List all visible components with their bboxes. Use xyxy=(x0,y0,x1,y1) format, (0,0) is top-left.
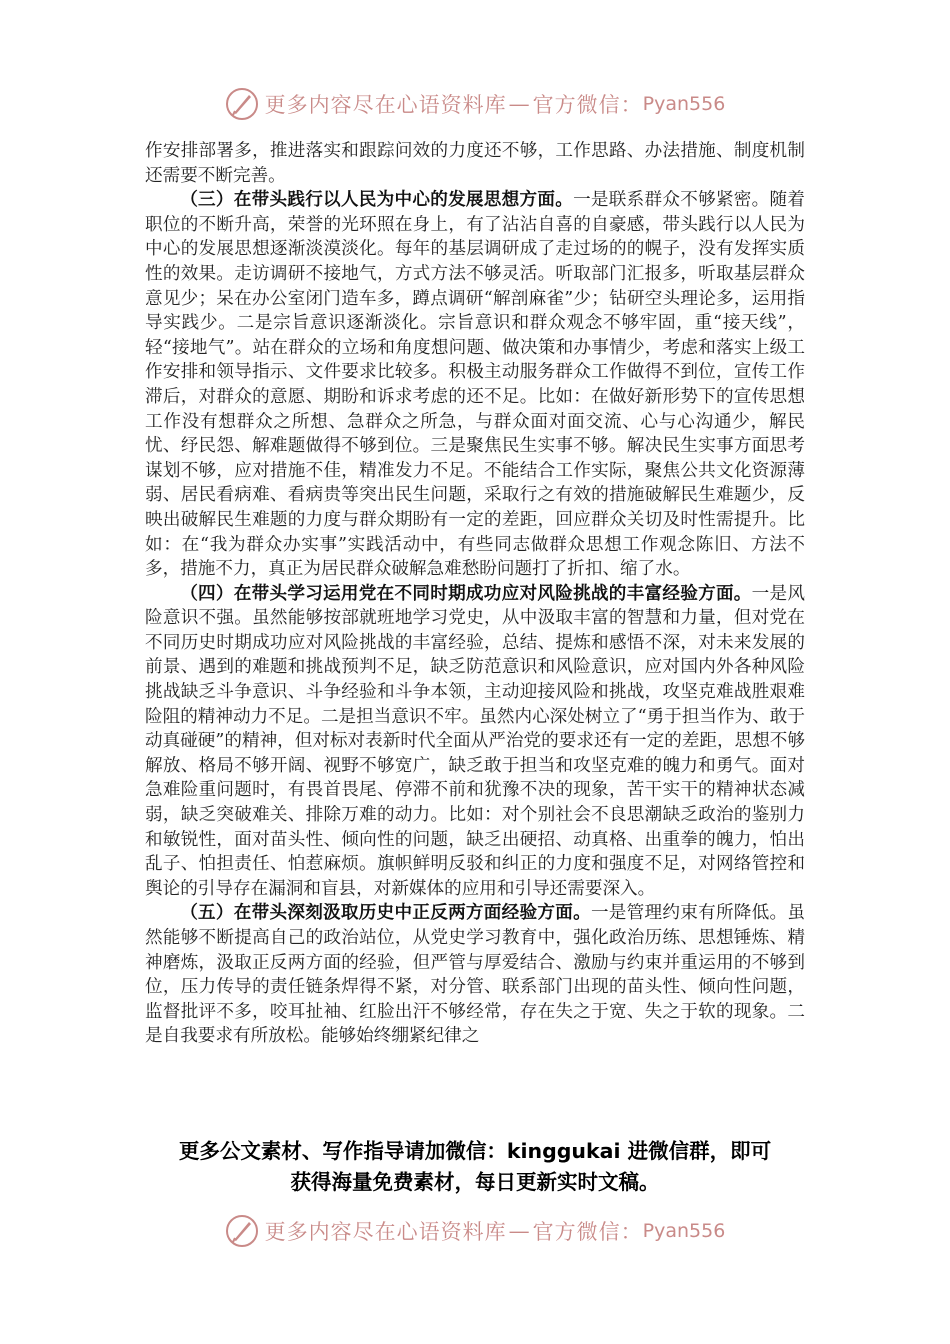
brand-text: 更多内容尽在心语资料库 xyxy=(264,1220,507,1244)
paragraph-continuation: 作安排部署多，推进落实和跟踪问效的力度还不够，工作思路、办法措施、制度机制还需要不断完善。 xyxy=(145,141,805,186)
promo-line-2: 获得海量免费素材，每日更新实时文稿。 xyxy=(290,1170,660,1194)
section-5-heading: （五）在带头深刻汲取历史中正反两方面经验方面。 xyxy=(180,902,591,924)
promo-banner xyxy=(145,1136,805,1198)
document-body xyxy=(145,139,805,1049)
brand-separator: — xyxy=(508,92,531,116)
section-4-text: 一是风险意识不强。虽然能够按部就班地学习党史，从中汲取丰富的智慧和力量，但对党在不同历史时期成功应对风险挑战的丰富经验，总结、提炼和感悟不深，对未来发展的前景、遇到的难题和挑战预判不足，缺乏防范意识和风险意识，应对国内外各种风险挑战缺乏斗争意识、斗争经验和斗争本领，主动迎接风险和挑战，攻坚克难战胜艰难险阻的精神动力不足。二是担当意识不牢。虽然内心深处树立了“勇于担当作为、敢于动真碰硬”的精神，但对标对表新时代全面从严治党的要求还有一定的差距，思想不够解放、格局不够开阔、视野不够宽广，缺乏敢于担当和攻坚克难的魄力和勇气。面对急难险重问题时，有畏首畏尾、停滞不前和犹豫不决的现象，苦干实干的精神状态减弱，缺乏突破难关、排除万难的动力。比如：对个别社会不良思潮缺乏政治的鉴别力和敏锐性，面对苗头性、倾向性的问题，缺乏出硬招、动真格、出重拳的魄力，怕出乱子、怕担责任、怕惹麻烦。旗帜鲜明反驳和纠正的力度和强度不足，对网络管控和舆论的引导存在漏洞和盲县，对新媒体的应用和引导还需要深入。 xyxy=(145,583,805,899)
section-3-text: 一是联系群众不够紧密。随着职位的不断升高，荣誉的光环照在身上，有了沾沾自喜的自豪感，带头践行以人民为中心的发展思想逐渐淡漠淡化。每年的基层调研成了走过场的的幌子，没有发挥实质性的效果。走访调研不接地气，方式方法不够灵活。听取部门汇报多，听取基层群众意见少；呆在办公室闭门造车多，蹲点调研“解剖麻雀”少；钻研空头理论多，运用指导实践少。二是宗旨意识逐渐淡化。宗旨意识和群众观念不够牢固，重“接天线”，轻“接地气”。站在群众的立场和角度想问题、做决策和办事情少，考虑和落实上级工作安排和领导指示、文件要求比较多。积极主动服务群众工作做得不到位，宣传工作滞后，对群众的意愿、期盼和诉求考虑的还不足。比如：在做好新形势下的宣传思想工作没有想群众之所想、急群众之所急，与群众面对面交流、心与心沟通少，解民忧、纾民怨、解难题做得不够到位。三是聚焦民生实事不够。解决民生实事方面思考谋划不够，应对措施不佳，精准发力不足。不能结合工作实际，聚焦公共文化资源薄弱、居民看病难、看病贵等突出民生问题，采取行之有效的措施破解民生难题少，反映出破解民生难题的力度与群众期盼有一定的差距，回应群众关切及时性需提升。比如：在“我为群众办实事”实践活动中，有些同志做群众思想工作观念陈旧、方法不多，措施不力，真正为居民群众破解急难愁盼问题打了折扣、缩了水。 xyxy=(145,190,805,580)
official-label: 官方微信： xyxy=(532,93,643,117)
quill-pen-icon xyxy=(225,87,259,121)
paragraph-section-4 xyxy=(145,582,805,902)
section-5-text: 一是管理约束有所降低。虽然能够不断提高自己的政治站位，从党史学习教育中，强化政治历练、思想锤炼、精神磨炼，汲取正反两方面的经验，但严管与厚爱结合、激励与约束并重运用的不够到位，压力传导的责任链条焊得不紧，对分管、联系部门出现的苗头性、倾向性问题，监督批评不多，咬耳扯袖、红脸出汗不够经常，存在失之于宽、失之于软的现象。二是自我要求有所放松。能够始终绷紧纪律之 xyxy=(145,903,805,1047)
quill-pen-icon xyxy=(225,1214,259,1248)
wechat-id: Pyan556 xyxy=(642,93,726,115)
brand-text: 更多内容尽在心语资料库 xyxy=(264,93,507,117)
promo-line-1: 更多公文素材、写作指导请加微信：kinggukai 进微信群，即可 xyxy=(178,1139,772,1163)
wechat-id: Pyan556 xyxy=(642,1220,726,1242)
footer-watermark xyxy=(0,1211,950,1251)
official-label: 官方微信： xyxy=(532,1220,643,1244)
paragraph-section-3 xyxy=(145,188,805,582)
header-watermark xyxy=(0,84,950,124)
section-4-heading: （四）在带头学习运用党在不同时期成功应对风险挑战的丰富经验方面。 xyxy=(180,582,752,604)
section-3-heading: （三）在带头践行以人民为中心的发展思想方面。 xyxy=(180,189,574,211)
paragraph-section-5 xyxy=(145,901,805,1049)
brand-separator: — xyxy=(508,1219,531,1243)
